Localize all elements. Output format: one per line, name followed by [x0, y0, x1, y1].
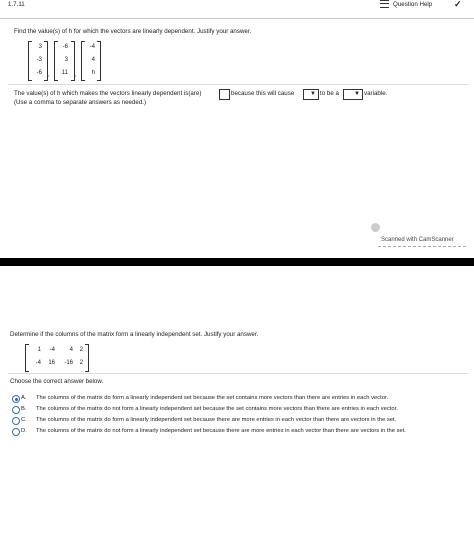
option-c-letter: C.: [21, 417, 27, 423]
matrix-entry: 4: [69, 347, 73, 353]
option-b-text: The columns of the matrix do not form a linearly independent set because the set contains more vectors than there are entries in each vector.: [36, 406, 398, 412]
divider: [8, 84, 468, 85]
dropdown-arrow-icon: ▼: [354, 91, 360, 97]
vector2-entry-2: 3: [64, 57, 68, 63]
h-value-input[interactable]: [219, 89, 230, 100]
vector1-entry-2: -3: [36, 57, 42, 63]
matrix-entry: 1: [37, 347, 41, 353]
check-icon: ✓: [454, 0, 462, 9]
option-a-radio[interactable]: [12, 395, 20, 403]
option-d-letter: D.: [21, 428, 27, 434]
matrix-entry: -4: [49, 347, 55, 353]
matrix-entry: 16: [48, 360, 55, 366]
list-icon: [380, 0, 389, 8]
answer-text-1: The value(s) of h which makes the vectors linearly dependent is(are): [14, 90, 202, 97]
option-a-letter: A.: [21, 395, 27, 401]
vector3-right-bracket: [97, 41, 101, 81]
matrix-entry: 2: [79, 347, 83, 353]
answer-text-4: variable.: [364, 90, 388, 97]
prompt-text: Determine if the columns of the matrix form a linearly independent set. Justify your answer.: [10, 331, 259, 338]
vector3-entry-2: 4: [91, 57, 95, 63]
divider: [8, 373, 468, 374]
variable-type-dropdown[interactable]: [343, 89, 363, 100]
question-help-label: Question Help: [393, 0, 433, 8]
answer-text-2: because this will cause: [231, 90, 295, 97]
prompt-text: Find the value(s) of h for which the vectors are linearly dependent. Justify your answer.: [14, 28, 252, 35]
divider: [0, 18, 474, 19]
vector1-entry-3: -6: [36, 70, 42, 76]
comma: ,: [75, 72, 77, 78]
answer-text-3: to be a: [320, 90, 339, 97]
matrix-entry: -4: [35, 360, 41, 366]
matrix-entry: -16: [64, 360, 73, 366]
matrix-entry: 2: [79, 360, 83, 366]
option-b-letter: B.: [21, 406, 27, 412]
option-a-text: The columns of the matrix do form a linearly independent set because the set contains more vectors than there are entries in each vector.: [36, 395, 389, 401]
cause-dropdown[interactable]: [303, 89, 319, 100]
camscanner-logo: [371, 223, 380, 232]
camscanner-label: Scanned with CamScanner: [381, 237, 454, 243]
vector1-entry-1: 3: [38, 44, 42, 50]
comma: ,: [48, 72, 50, 78]
option-c-radio[interactable]: [12, 417, 20, 425]
divider: [378, 246, 466, 247]
question-panel-2: [0, 266, 474, 545]
option-d-text: The columns of the matrix do not form a linearly independent set because there are more entries in each vector than there are vectors in the set.: [36, 428, 406, 434]
option-d-radio[interactable]: [12, 428, 20, 436]
vector3-entry-3: h: [91, 70, 95, 76]
option-c-text: The columns of the matrix do form a linearly independent set because there are more entries in each vector than there are vectors in the set.: [36, 417, 397, 423]
question-panel-1: [0, 0, 474, 258]
option-b-radio[interactable]: [12, 406, 20, 414]
hint-text: (Use a comma to separate answers as needed.): [14, 99, 147, 106]
question-number: 1.7.11: [8, 1, 25, 8]
dropdown-arrow-icon: ▼: [310, 91, 316, 97]
matrix-right-bracket: [85, 344, 89, 372]
vector2-entry-3: 11: [61, 70, 68, 76]
question-help-button[interactable]: [380, 0, 432, 8]
choose-label: Choose the correct answer below.: [10, 378, 104, 385]
vector2-entry-1: -6: [62, 44, 68, 50]
vector3-entry-1: -4: [89, 44, 95, 50]
